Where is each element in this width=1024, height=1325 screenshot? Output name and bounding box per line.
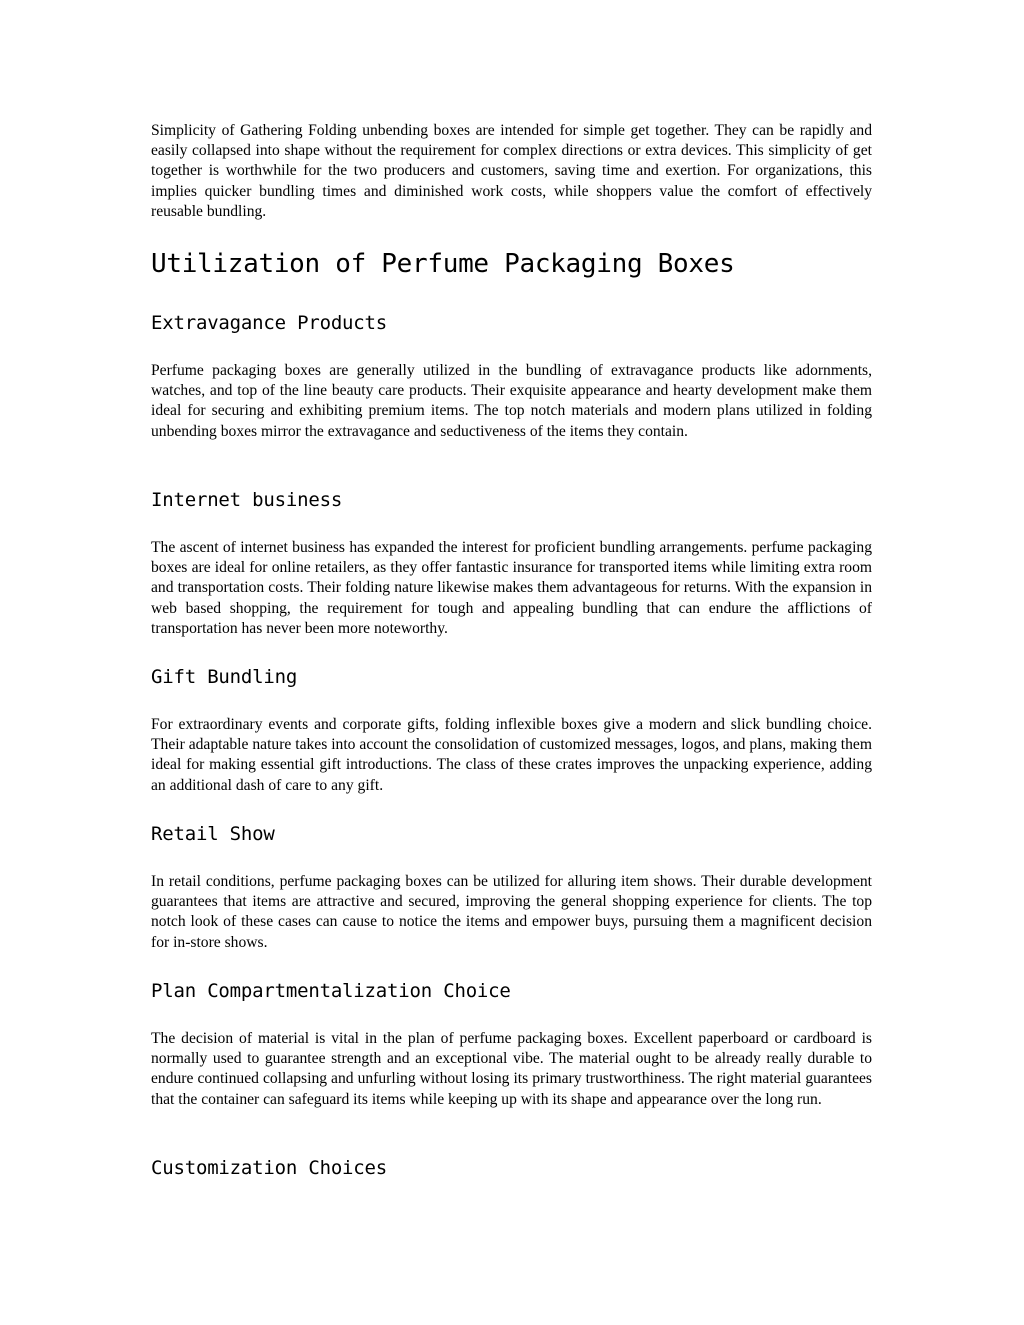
section-title-gift-bundling: Gift Bundling (151, 666, 298, 688)
section-title-internet-business: Internet business (151, 489, 343, 511)
page-heading: Utilization of Perfume Packaging Boxes (151, 249, 735, 279)
section-text-retail-show: In retail conditions, perfume packaging boxes can be utilized for alluring item shows. Their durable development guarantees that items are attractive and secured, improving the general shopping experience for clients. The top notch look of these cases can cause to notice the items and empower buys, pursuing them a magnificent decision for in-store shows. (151, 873, 872, 951)
section-text-extravagance-products: Perfume packaging boxes are generally utilized in the bundling of extravagance products like adornments, watches, and top of the line beauty care products. Their exquisite appearance and hearty development make them ideal for securing and exhibiting premium items. The top notch materials and modern plans utilized in folding unbending boxes mirror the extravagance and seductiveness of the items they contain. (151, 362, 872, 440)
section-title-retail-show: Retail Show (151, 823, 275, 845)
section-title-customization-choices: Customization Choices (151, 1157, 388, 1179)
section-title-extravagance-products: Extravagance Products (151, 312, 388, 334)
section-title-plan-compartmentalization: Plan Compartmentalization Choice (151, 980, 511, 1002)
section-text-plan-compartmentalization: The decision of material is vital in the plan of perfume packaging boxes. Excellent paperboard or cardboard is normally used to guarantee strength and an exceptional vibe. The material ought to be already really durable to endure continued collapsing and unfurling without losing its primary trustworthiness. The right material guarantees that the container can safeguard its items while keeping up with its shape and appearance over the long run. (151, 1030, 872, 1108)
intro-paragraph: Simplicity of Gathering Folding unbending boxes are intended for simple get together. They can be rapidly and easily collapsed into shape without the requirement for complex directions or extra devices. This simplicity of get together is worthwhile for the two producers and customers, saving time and exertion. For organizations, this implies quicker bundling times and diminished work costs, while shoppers value the comfort of effectively reusable bundling. (151, 122, 872, 220)
section-text-gift-bundling: For extraordinary events and corporate gifts, folding inflexible boxes give a modern and slick bundling choice. Their adaptable nature takes into account the consolidation of customized messages, logos, and plans, making them ideal for making essential gift introductions. The class of these crates improves the unpacking experience, adding an additional dash of care to any gift. (151, 716, 872, 794)
section-text-internet-business: The ascent of internet business has expanded the interest for proficient bundling arrangements. perfume packaging boxes are ideal for online retailers, as they offer fantastic insurance for transported items while limiting extra room and transportation costs. Their folding nature likewise makes them advantageous for returns. With the expansion in web based shopping, the requirement for tough and appealing bundling that can endure the afflictions of transportation has never been more noteworthy. (151, 539, 872, 637)
